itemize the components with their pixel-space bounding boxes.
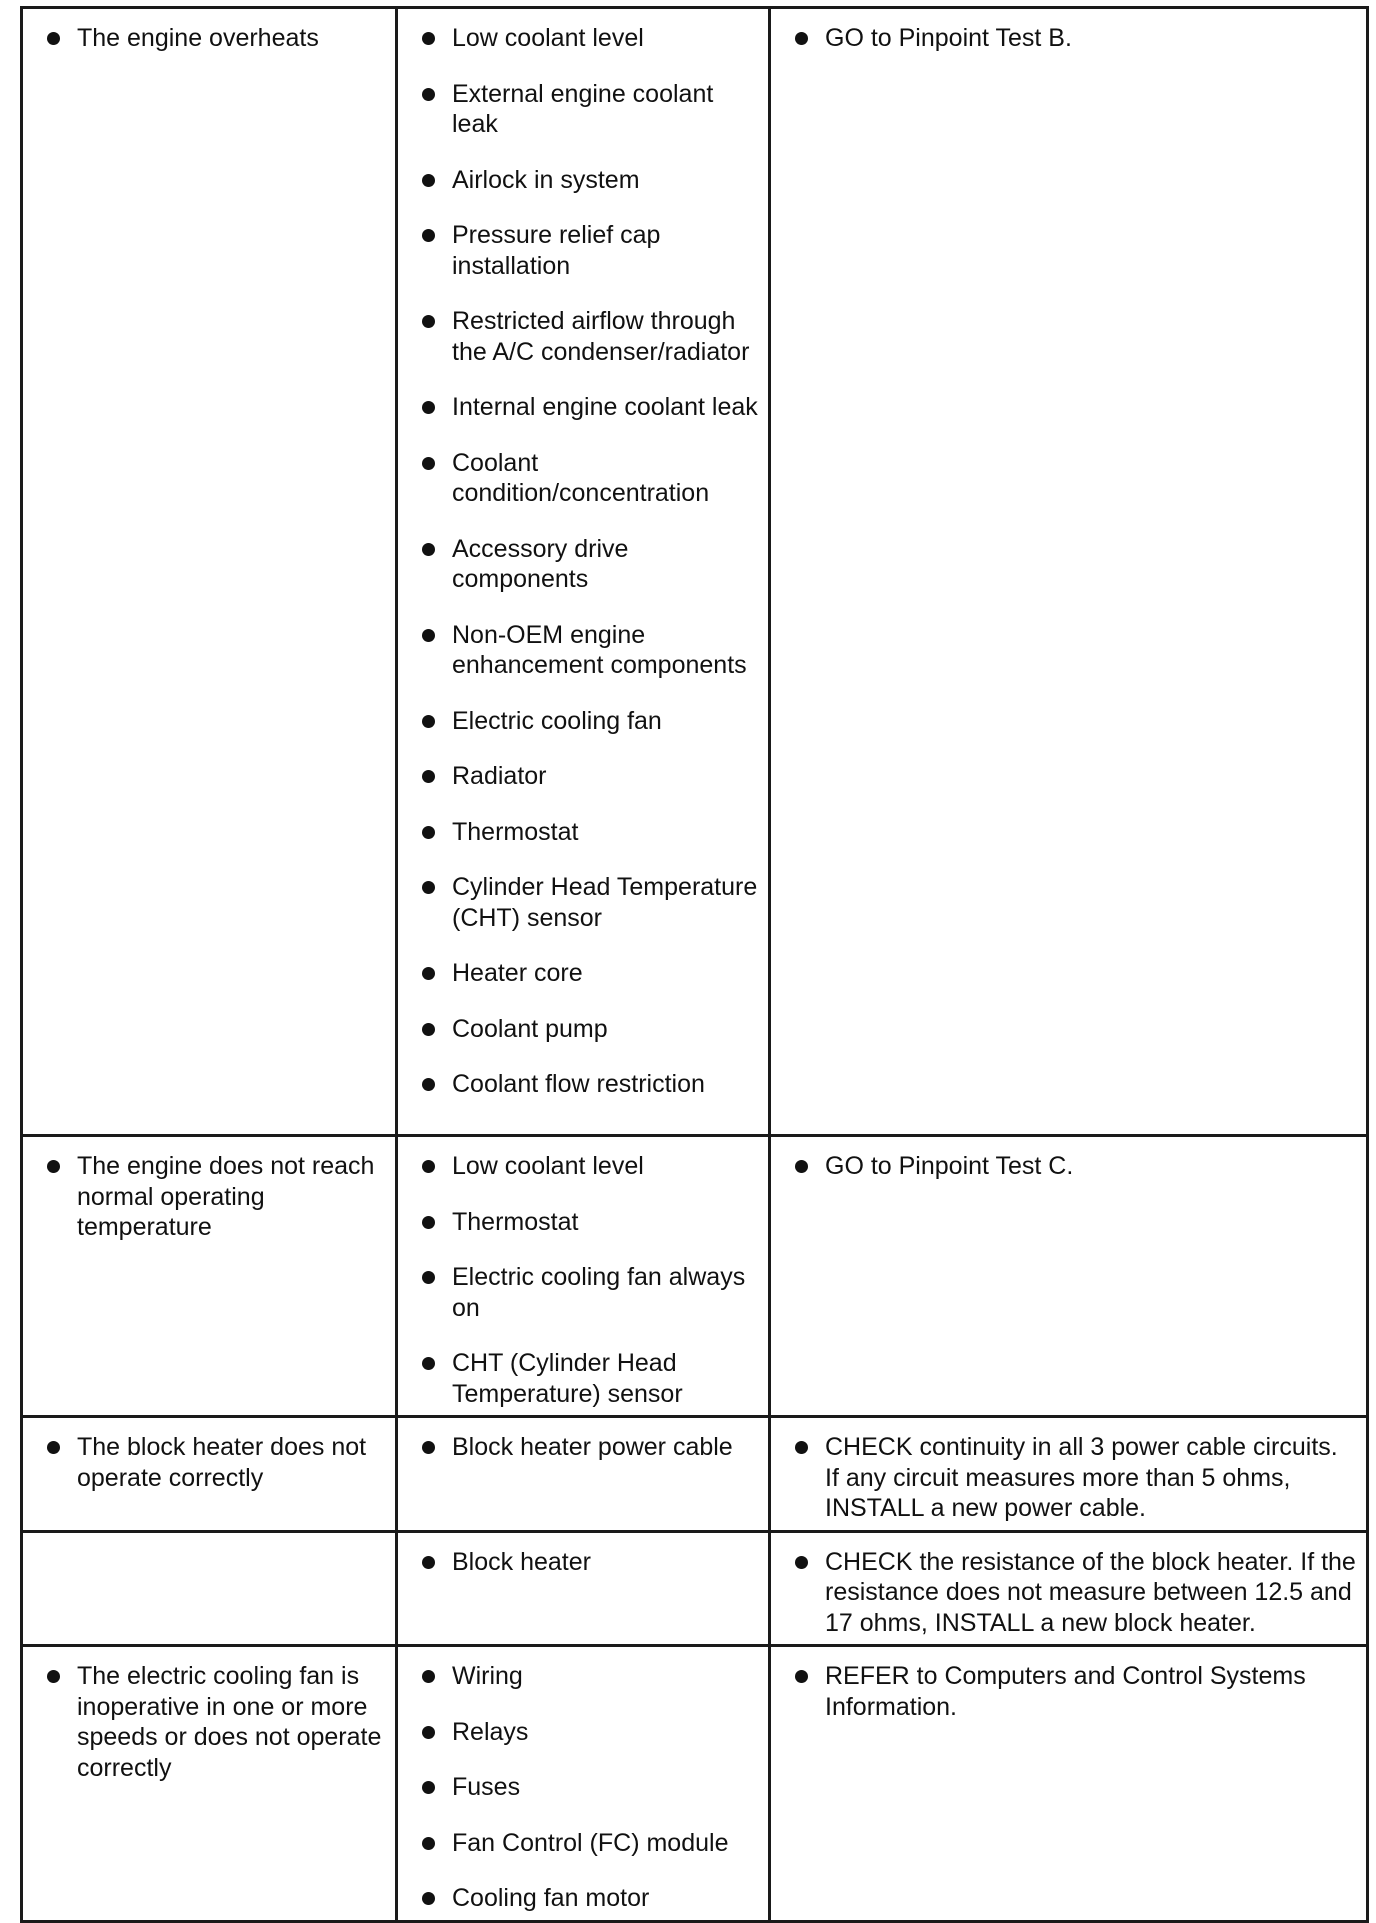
action-text: REFER to Computers and Control Systems Information. <box>825 1662 1306 1721</box>
bullet-icon <box>422 826 435 839</box>
list-item <box>406 1883 760 1914</box>
symptom-text: The electric cooling fan is inoperative in one or more speeds or does not operate correctly <box>77 1662 382 1782</box>
possible-source-item: Non-OEM engine enhancement components <box>452 620 747 679</box>
bullet-icon <box>422 174 435 187</box>
list-item <box>406 958 760 989</box>
possible-source-item: Low coolant level <box>452 24 644 52</box>
list-item <box>406 165 760 196</box>
bullet-icon <box>422 967 435 980</box>
list-item <box>779 1547 1358 1639</box>
bullet-icon <box>47 1670 60 1683</box>
symptom-list <box>31 23 387 54</box>
possible-source-item: Coolant pump <box>452 1014 608 1043</box>
symptom-list <box>31 1151 387 1243</box>
bullet-icon <box>422 1892 435 1905</box>
table-row <box>22 1531 1368 1646</box>
action-text: GO to Pinpoint Test B. <box>825 24 1072 52</box>
bullet-icon <box>795 1670 808 1683</box>
actions-list <box>779 1661 1358 1722</box>
possible-source-cell <box>397 1136 770 1417</box>
possible-source-item: Coolant flow restriction <box>452 1070 705 1098</box>
action-cell <box>770 1531 1368 1646</box>
list-item <box>406 534 760 595</box>
bullet-icon <box>422 1271 435 1284</box>
list-item <box>406 817 760 848</box>
table-row <box>22 1136 1368 1417</box>
bullet-icon <box>47 1160 60 1173</box>
possible-source-item: Fan Control (FC) module <box>452 1828 729 1857</box>
symptom-text: The block heater does not operate correctly <box>77 1433 367 1492</box>
possible-source-item: Electric cooling fan <box>452 706 662 735</box>
list-item <box>406 448 760 509</box>
possible-source-item: Block heater <box>452 1547 591 1576</box>
bullet-icon <box>422 770 435 783</box>
bullet-icon <box>422 715 435 728</box>
possible-source-item: Radiator <box>452 762 547 790</box>
bullet-icon <box>422 629 435 642</box>
action-text: CHECK continuity in all 3 power cable circuits. If any circuit measures more than 5 ohms, INSTALL a new power cable. <box>825 1433 1338 1522</box>
possible-source-item: Heater core <box>452 959 583 987</box>
symptom-cell <box>22 1531 397 1646</box>
actions-list <box>779 1151 1358 1182</box>
list-item <box>31 1661 387 1783</box>
list-item <box>406 1772 760 1803</box>
list-item <box>406 1348 760 1409</box>
list-item <box>406 1828 760 1859</box>
possible-source-item: Thermostat <box>452 1207 579 1236</box>
list-item <box>406 79 760 140</box>
table-row <box>22 1646 1368 1922</box>
symptom-cell <box>22 1136 397 1417</box>
possible-source-item: Fuses <box>452 1773 521 1801</box>
possible-source-item: Coolant condition/concentration <box>452 448 710 507</box>
possible-source-item: Pressure relief cap installation <box>452 221 661 280</box>
bullet-icon <box>422 1837 435 1850</box>
bullet-icon <box>422 1781 435 1794</box>
list-item <box>31 1151 387 1243</box>
possible-source-cell <box>397 1646 770 1922</box>
bullet-icon <box>422 1078 435 1091</box>
list-item <box>406 1262 760 1323</box>
possible-source-item: Cooling fan motor <box>452 1884 650 1912</box>
bullet-icon <box>422 1670 435 1683</box>
possible-source-item: Cylinder Head Temperature (CHT) sensor <box>452 873 758 932</box>
list-item <box>31 1432 387 1493</box>
actions-list <box>779 23 1358 54</box>
action-cell <box>770 1646 1368 1922</box>
bullet-icon <box>422 1023 435 1036</box>
symptom-cell <box>22 1646 397 1922</box>
bullet-icon <box>422 1556 435 1569</box>
action-cell <box>770 1136 1368 1417</box>
possible-source-item: Electric cooling fan always on <box>452 1263 746 1322</box>
symptom-chart-body <box>22 8 1368 1922</box>
symptom-list <box>31 1661 387 1783</box>
list-item <box>406 761 760 792</box>
list-item <box>406 306 760 367</box>
possible-source-cell <box>397 8 770 1136</box>
bullet-icon <box>422 32 435 45</box>
list-item <box>406 1432 760 1463</box>
list-item <box>406 1014 760 1045</box>
bullet-icon <box>795 1160 808 1173</box>
list-item <box>406 872 760 933</box>
possible-source-item: Wiring <box>452 1662 523 1690</box>
bullet-icon <box>422 315 435 328</box>
bullet-icon <box>422 1357 435 1370</box>
list-item <box>406 220 760 281</box>
bullet-icon <box>47 32 60 45</box>
action-cell <box>770 8 1368 1136</box>
list-item <box>406 1207 760 1238</box>
bullet-icon <box>422 88 435 101</box>
possible-source-item: Accessory drive components <box>452 534 629 593</box>
causes-list <box>406 1151 760 1409</box>
bullet-icon <box>422 1160 435 1173</box>
possible-source-item: Airlock in system <box>452 165 640 194</box>
list-item <box>406 1069 760 1100</box>
table-row <box>22 8 1368 1136</box>
causes-list <box>406 1547 760 1578</box>
list-item <box>406 392 760 423</box>
actions-list <box>779 1432 1358 1524</box>
symptom-text: The engine does not reach normal operating temperature <box>77 1152 375 1241</box>
bullet-icon <box>795 1556 808 1569</box>
list-item <box>406 1151 760 1182</box>
action-text: GO to Pinpoint Test C. <box>825 1152 1074 1180</box>
causes-list <box>406 1432 760 1463</box>
symptom-text: The engine overheats <box>77 24 319 52</box>
bullet-icon <box>422 543 435 556</box>
list-item <box>31 23 387 54</box>
table-row <box>22 1417 1368 1532</box>
bullet-icon <box>422 457 435 470</box>
bullet-icon <box>795 32 808 45</box>
possible-source-item: CHT (Cylinder Head Temperature) sensor <box>452 1349 683 1408</box>
possible-source-item: External engine coolant leak <box>452 79 714 138</box>
list-item <box>779 1661 1358 1722</box>
list-item <box>406 706 760 737</box>
bullet-icon <box>422 1441 435 1454</box>
list-item <box>406 1661 760 1692</box>
list-item <box>406 620 760 681</box>
action-cell <box>770 1417 1368 1532</box>
possible-source-item: Low coolant level <box>452 1152 644 1180</box>
symptom-cell <box>22 1417 397 1532</box>
list-item <box>779 1432 1358 1524</box>
list-item <box>406 1717 760 1748</box>
action-text: CHECK the resistance of the block heater. If the resistance does not measure between 12.5 and 17 ohms, INSTALL a new block heater. <box>825 1547 1356 1637</box>
possible-source-item: Internal engine coolant leak <box>452 393 758 421</box>
list-item <box>406 1547 760 1578</box>
possible-source-cell <box>397 1531 770 1646</box>
causes-list <box>406 23 760 1100</box>
bullet-icon <box>422 1726 435 1739</box>
possible-source-item: Thermostat <box>452 817 579 846</box>
symptom-list <box>31 1432 387 1493</box>
possible-source-cell <box>397 1417 770 1532</box>
symptom-chart-table <box>20 6 1369 1923</box>
possible-source-item: Block heater power cable <box>452 1433 733 1461</box>
bullet-icon <box>422 881 435 894</box>
list-item <box>779 1151 1358 1182</box>
possible-source-item: Restricted airflow through the A/C condenser/radiator <box>452 307 750 366</box>
symptom-cell <box>22 8 397 1136</box>
bullet-icon <box>795 1441 808 1454</box>
actions-list <box>779 1547 1358 1639</box>
bullet-icon <box>47 1441 60 1454</box>
list-item <box>779 23 1358 54</box>
bullet-icon <box>422 1216 435 1229</box>
bullet-icon <box>422 401 435 414</box>
bullet-icon <box>422 229 435 242</box>
list-item <box>406 23 760 54</box>
possible-source-item: Relays <box>452 1717 529 1746</box>
causes-list <box>406 1661 760 1914</box>
